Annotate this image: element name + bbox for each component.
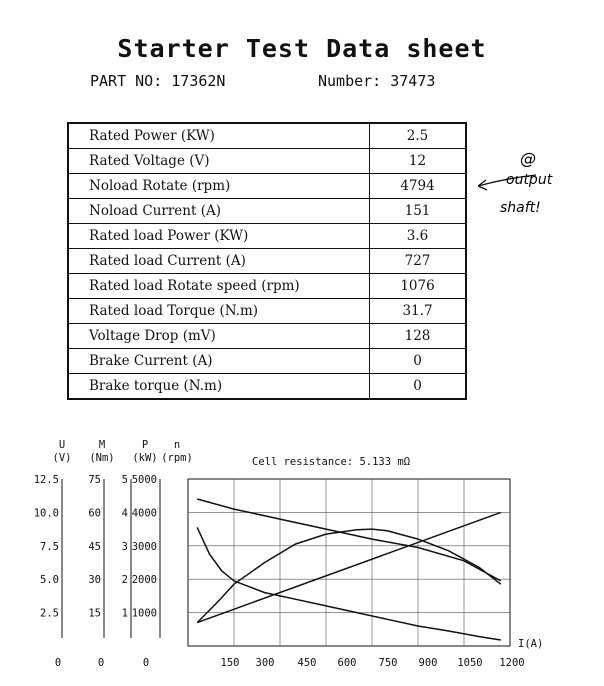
x-tick-label: 1200 (499, 657, 525, 669)
axis-name: M (98, 439, 106, 451)
spec-label: Noload Current (A) (68, 199, 370, 224)
x-tick-label: 1050 (457, 657, 483, 669)
axis-unit: (kW) (132, 452, 158, 464)
spec-row (68, 149, 466, 174)
chart-annotation: Cell resistance: 5.133 mΩ (252, 456, 411, 468)
y-tick-label: 5.0 (40, 574, 59, 587)
note-line-2: output (506, 172, 553, 188)
series-line-2 (197, 529, 501, 623)
axis-unit: (V) (52, 452, 72, 464)
x-tick-label: 0 (54, 657, 62, 669)
spec-label: Rated load Current (A) (68, 249, 370, 274)
x-axis-label: I(A) (518, 638, 544, 650)
page-title: Starter Test Data sheet (117, 34, 487, 63)
y-tick-label: 7.5 (40, 540, 59, 553)
spec-table (67, 122, 467, 400)
spec-label: Brake Current (A) (68, 349, 370, 374)
spec-value: 0 (370, 374, 467, 400)
series-line-3 (197, 527, 501, 640)
spec-value: 128 (370, 324, 467, 349)
x-tick-label: 450 (297, 657, 317, 669)
y-tick-label: 60 (88, 507, 101, 520)
spec-row (68, 249, 466, 274)
spec-value: 151 (370, 199, 467, 224)
spec-value: 12 (370, 149, 467, 174)
y-tick-label: 4 (121, 507, 128, 520)
x-tick-label: 0 (97, 657, 105, 669)
axis-name: n (173, 439, 181, 451)
series-line-1 (197, 499, 501, 581)
spec-label: Rated load Power (KW) (68, 224, 370, 249)
spec-value: 0 (370, 349, 467, 374)
spec-label: Rated load Torque (N.m) (68, 299, 370, 324)
x-tick-label: 300 (255, 657, 275, 669)
spec-label: Voltage Drop (mV) (68, 324, 370, 349)
spec-value: 4794 (370, 174, 467, 199)
y-tick-label: 3000 (131, 540, 157, 553)
part-number: PART NO: 17362N (90, 72, 226, 90)
y-tick-label: 1 (121, 607, 128, 620)
spec-value: 727 (370, 249, 467, 274)
spec-row (68, 199, 466, 224)
axis-unit: (Nm) (89, 452, 115, 464)
y-tick-label: 2.5 (40, 607, 59, 620)
spec-row (68, 174, 466, 199)
axis-name: U (58, 439, 66, 451)
starter-performance-chart (0, 430, 604, 686)
sheet-number: Number: 37473 (318, 72, 436, 90)
x-tick-label: 0 (142, 657, 150, 669)
y-tick-label: 12.5 (33, 474, 59, 486)
spec-row (68, 299, 466, 324)
note-line-3: shaft! (500, 200, 541, 216)
spec-row (68, 324, 466, 349)
spec-row (68, 374, 466, 400)
series-line-4 (197, 512, 501, 622)
y-tick-label: 4000 (131, 507, 157, 520)
y-tick-label: 75 (88, 474, 101, 486)
y-tick-label: 1000 (131, 607, 157, 620)
spec-label: Noload Rotate (rpm) (68, 174, 370, 199)
plot-frame (188, 479, 510, 646)
y-tick-label: 2 (121, 574, 128, 587)
spec-value: 31.7 (370, 299, 467, 324)
x-tick-label: 750 (378, 657, 398, 669)
y-tick-label: 3 (121, 540, 128, 553)
spec-label: Rated Voltage (V) (68, 149, 370, 174)
y-tick-label: 5 (121, 474, 128, 486)
x-tick-label: 600 (337, 657, 357, 669)
spec-row (68, 123, 466, 149)
spec-value: 1076 (370, 274, 467, 299)
x-tick-label: 150 (220, 657, 240, 669)
handwritten-note (478, 150, 588, 230)
y-tick-label: 15 (88, 607, 101, 620)
spec-row (68, 349, 466, 374)
spec-row (68, 224, 466, 249)
y-tick-label: 45 (88, 540, 101, 553)
spec-value: 2.5 (370, 123, 467, 149)
spec-value: 3.6 (370, 224, 467, 249)
spec-label: Rated load Rotate speed (rpm) (68, 274, 370, 299)
axis-name: P (141, 439, 149, 451)
spec-label: Rated Power (KW) (68, 123, 370, 149)
y-tick-label: 5000 (131, 474, 157, 486)
y-tick-label: 30 (88, 574, 101, 587)
spec-row (68, 274, 466, 299)
spec-label: Brake torque (N.m) (68, 374, 370, 400)
x-tick-label: 900 (418, 657, 438, 669)
note-line-1: @ (520, 150, 536, 168)
axis-unit: (rpm) (161, 452, 193, 464)
y-tick-label: 2000 (131, 574, 157, 587)
y-tick-label: 10.0 (33, 507, 59, 520)
